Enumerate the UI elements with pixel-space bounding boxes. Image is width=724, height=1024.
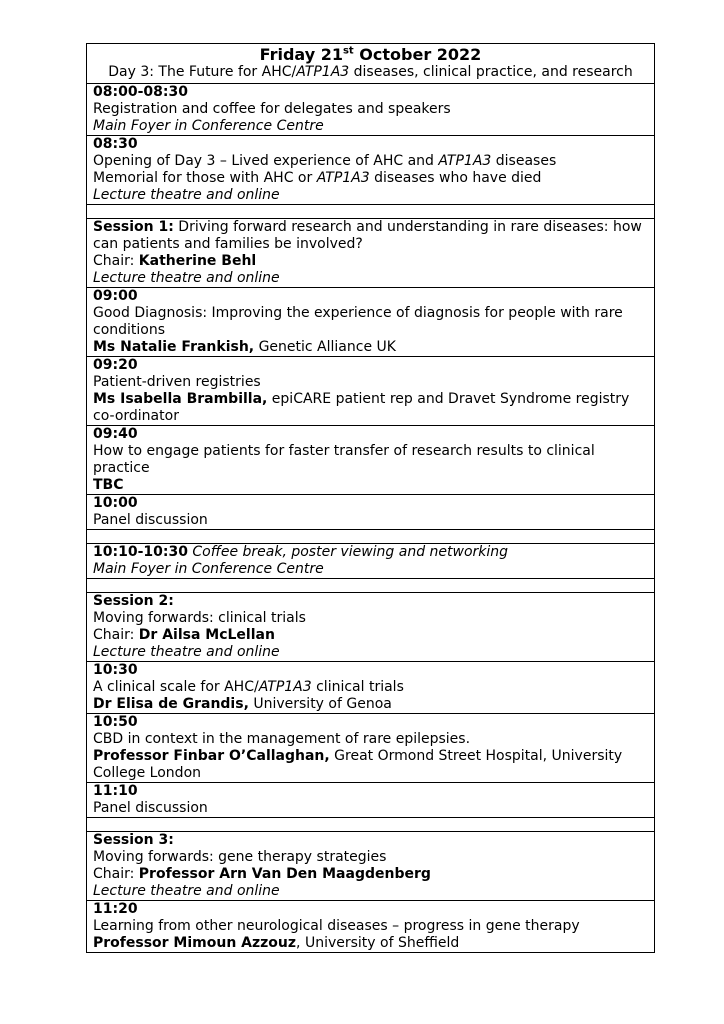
speaker-affiliation: epiCARE patient rep and Dravet Syndrome registry co-ordinator	[93, 391, 630, 424]
slot-time: 09:00	[93, 288, 138, 304]
title-gene: ATP1A3	[438, 153, 492, 169]
slot-time: 11:20	[93, 901, 138, 917]
slot-1000-cell	[87, 495, 655, 530]
slot-title: Panel discussion	[93, 512, 208, 528]
slot-title	[93, 153, 648, 170]
slot-title: Learning from other neurological diseases – progress in gene therapy	[93, 918, 580, 934]
slot-speaker	[93, 935, 648, 952]
header-row	[87, 44, 655, 84]
subtitle-post: diseases, clinical practice, and research	[349, 64, 633, 80]
slot-venue: Lecture theatre and online	[93, 883, 280, 899]
header-cell	[87, 44, 655, 84]
slot-venue: Main Foyer in Conference Centre	[93, 561, 324, 577]
title-pre: A clinical scale for AHC/	[93, 679, 259, 695]
subtitle-pre: Memorial for those with AHC or	[93, 170, 317, 186]
session-2-header	[87, 593, 655, 662]
subtitle-gene: ATP1A3	[296, 64, 350, 80]
slot-1030-cell	[87, 662, 655, 714]
slot-title: Panel discussion	[93, 800, 208, 816]
spacer-row	[87, 530, 655, 544]
slot-registration-cell	[87, 84, 655, 136]
slot-0920-cell	[87, 357, 655, 426]
session-heading	[93, 219, 648, 253]
slot-1120-cell	[87, 901, 655, 953]
slot-time: 09:20	[93, 357, 138, 373]
title-post: diseases	[491, 153, 557, 169]
slot-1110-cell	[87, 783, 655, 818]
slot-title: Registration and coffee for delegates and speakers	[93, 101, 451, 117]
slot-1120	[87, 901, 655, 953]
slot-time: 10:10-10:30	[93, 544, 188, 560]
title-gene: ATP1A3	[258, 679, 312, 695]
slot-0940	[87, 426, 655, 495]
session-label: Session 1:	[93, 219, 174, 235]
slot-1050-cell	[87, 714, 655, 783]
title-month-year: October 2022	[353, 45, 482, 64]
slot-speaker	[93, 748, 648, 782]
chair-label: Chair:	[93, 866, 139, 882]
speaker-affiliation: Genetic Alliance UK	[254, 339, 396, 355]
session-chair	[93, 253, 648, 270]
slot-venue: Lecture theatre and online	[93, 270, 280, 286]
speaker-affiliation: , University of Sheffield	[296, 935, 460, 951]
slot-title: How to engage patients for faster transfer of research results to clinical practice	[93, 443, 595, 476]
slot-title: Coffee break, poster viewing and networking	[187, 544, 509, 560]
slot-1000	[87, 495, 655, 530]
slot-coffee-break	[87, 544, 655, 579]
spacer-cell	[87, 205, 655, 219]
session-title: Driving forward research and understanding in rare diseases: how can patients and families be involved?	[93, 219, 642, 252]
slot-subtitle	[93, 170, 648, 187]
slot-venue: Lecture theatre and online	[93, 187, 280, 203]
speaker-affiliation: Great Ormond Street Hospital, University College London	[93, 748, 623, 781]
slot-venue: Lecture theatre and online	[93, 644, 280, 660]
slot-time: 10:30	[93, 662, 138, 678]
slot-time: 10:00	[93, 495, 138, 511]
speaker-name: TBC	[93, 477, 124, 493]
chair-name: Professor Arn Van Den Maagdenberg	[138, 866, 431, 882]
speaker-affiliation: University of Genoa	[248, 696, 392, 712]
slot-0900-cell	[87, 288, 655, 357]
slot-opening	[87, 136, 655, 205]
slot-title: Good Diagnosis: Improving the experience of diagnosis for people with rare conditions	[93, 305, 623, 338]
slot-heading	[93, 544, 648, 561]
chair-label: Chair:	[93, 253, 139, 269]
session-1-cell	[87, 219, 655, 288]
session-1-header	[87, 219, 655, 288]
page-subtitle	[93, 64, 648, 83]
session-3-cell	[87, 832, 655, 901]
session-3-header	[87, 832, 655, 901]
spacer-cell	[87, 530, 655, 544]
session-label: Session 2:	[93, 593, 174, 609]
slot-time: 09:40	[93, 426, 138, 442]
speaker-name: Dr Elisa de Grandis,	[93, 696, 249, 712]
page-title	[93, 44, 648, 64]
speaker-name: Ms Natalie Frankish,	[93, 339, 255, 355]
chair-name: Dr Ailsa McLellan	[138, 627, 275, 643]
chair-label: Chair:	[93, 627, 139, 643]
slot-1110	[87, 783, 655, 818]
slot-time: 08:00-08:30	[93, 84, 188, 100]
slot-time: 08:30	[93, 136, 138, 152]
subtitle-gene: ATP1A3	[316, 170, 370, 186]
spacer-row	[87, 205, 655, 219]
speaker-name: Ms Isabella Brambilla,	[93, 391, 268, 407]
slot-title	[93, 679, 648, 696]
slot-0920	[87, 357, 655, 426]
slot-1030	[87, 662, 655, 714]
session-chair	[93, 627, 648, 644]
slot-speaker	[93, 696, 648, 713]
slot-opening-cell	[87, 136, 655, 205]
title-ordinal-suffix: st	[342, 45, 354, 57]
slot-speaker	[93, 339, 648, 356]
slot-speaker	[93, 391, 648, 425]
slot-0900	[87, 288, 655, 357]
slot-venue: Main Foyer in Conference Centre	[93, 118, 324, 134]
spacer-row	[87, 579, 655, 593]
subtitle-post: diseases who have died	[369, 170, 542, 186]
session-label: Session 3:	[93, 832, 174, 848]
speaker-name: Professor Finbar O’Callaghan,	[93, 748, 330, 764]
programme-table	[86, 43, 655, 953]
slot-coffee-cell	[87, 544, 655, 579]
spacer-cell	[87, 579, 655, 593]
spacer-cell	[87, 818, 655, 832]
slot-title: Patient-driven registries	[93, 374, 261, 390]
slot-time: 11:10	[93, 783, 138, 799]
slot-1050	[87, 714, 655, 783]
slot-time: 10:50	[93, 714, 138, 730]
speaker-name: Professor Mimoun Azzouz	[93, 935, 297, 951]
subtitle-pre: Day 3: The Future for AHC/	[108, 64, 297, 80]
session-title: Moving forwards: clinical trials	[93, 610, 306, 626]
spacer-row	[87, 818, 655, 832]
slot-registration	[87, 84, 655, 136]
slot-0940-cell	[87, 426, 655, 495]
session-chair	[93, 866, 648, 883]
session-title: Moving forwards: gene therapy strategies	[93, 849, 387, 865]
title-day: Friday 21	[259, 45, 343, 64]
chair-name: Katherine Behl	[138, 253, 257, 269]
session-2-cell	[87, 593, 655, 662]
title-post: clinical trials	[311, 679, 404, 695]
slot-title: CBD in context in the management of rare epilepsies.	[93, 731, 471, 747]
title-pre: Opening of Day 3 – Lived experience of AHC and	[93, 153, 439, 169]
